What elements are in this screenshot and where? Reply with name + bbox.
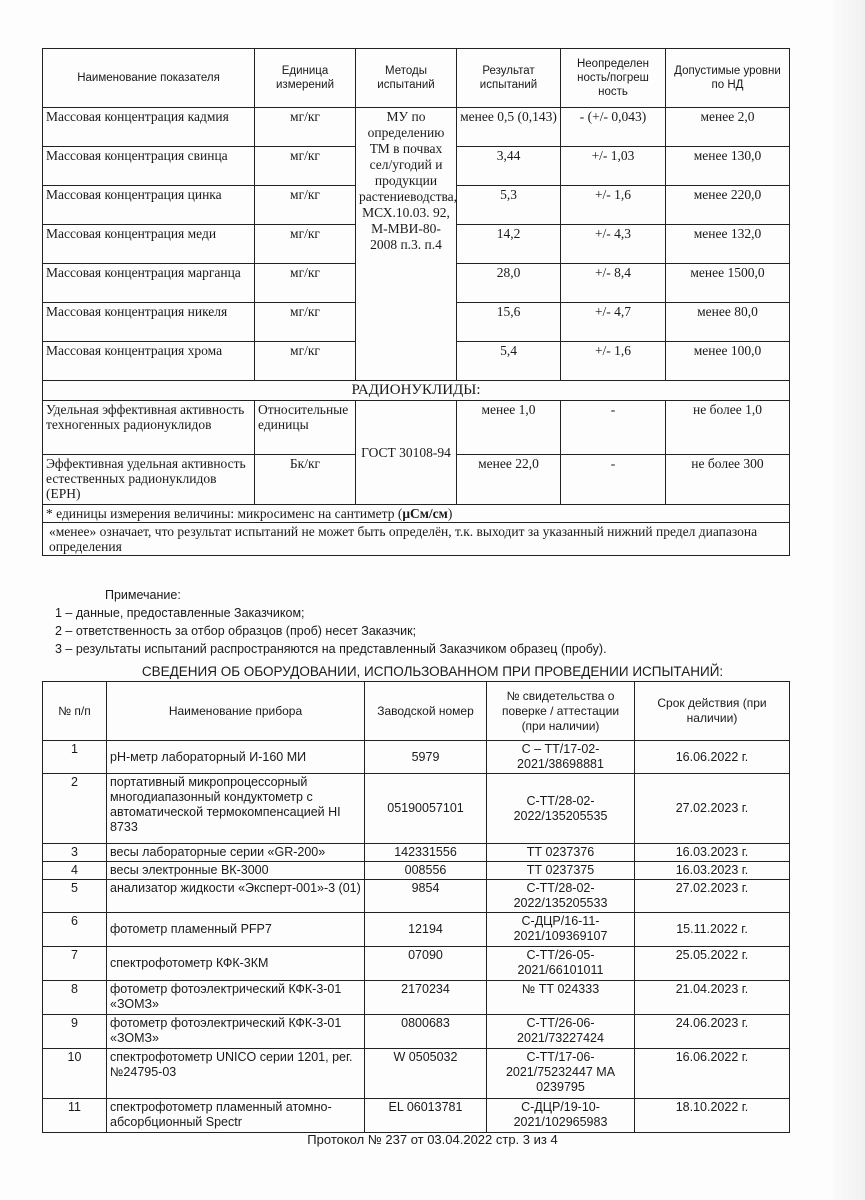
table-row bbox=[43, 981, 790, 1015]
device-name: весы лабораторные серии «GR-200» bbox=[107, 844, 365, 862]
table-row bbox=[43, 913, 790, 947]
device-name: pH-метр лабораторный И-160 МИ bbox=[107, 741, 365, 774]
validity-date: 16.06.2022 г. bbox=[635, 1049, 790, 1099]
limit-cell: не более 300 bbox=[666, 455, 790, 505]
uncertainty-cell: +/- 1,6 bbox=[561, 186, 666, 225]
certificate-number: С-ТТ/28-02-2022/135205535 bbox=[487, 774, 635, 844]
footnote-units bbox=[43, 505, 790, 523]
certificate-number: С-ТТ/28-02-2022/135205533 bbox=[487, 880, 635, 913]
uncertainty-cell: - bbox=[561, 455, 666, 505]
equipment-title: СВЕДЕНИЯ ОБ ОБОРУДОВАНИИ, ИСПОЛЬЗОВАННОМ ПРИ ПРОВЕДЕНИИ ИСПЫТАНИЙ: bbox=[141, 664, 724, 679]
result-cell: менее 22,0 bbox=[457, 455, 561, 505]
serial-number: 12194 bbox=[365, 913, 487, 947]
validity-date: 25.05.2022 г. bbox=[635, 947, 790, 981]
device-name: портативный микропроцессорный многодиапазонный кондуктометр с автоматической термокомпенсацией HI 8733 bbox=[107, 774, 365, 844]
row-number: 11 bbox=[43, 1099, 107, 1133]
certificate-number: С-ДЦР/16-11-2021/109369107 bbox=[487, 913, 635, 947]
notes bbox=[55, 586, 607, 658]
results-table bbox=[42, 48, 790, 556]
header-uncertainty: Неопределен ность/погреш ность bbox=[561, 49, 666, 108]
method-cell: МУ по определению ТМ в почвах сел/угодий и продукции растениеводства, МСХ.10.03. 92, М-МВИ-80-2008 п.3. п.4 bbox=[356, 108, 457, 381]
limit-cell: менее 100,0 bbox=[666, 342, 790, 381]
row-number: 10 bbox=[43, 1049, 107, 1099]
serial-number: 008556 bbox=[365, 862, 487, 880]
certificate-number: ТТ 0237376 bbox=[487, 844, 635, 862]
footnote-row bbox=[43, 523, 790, 556]
unit-cell: мг/кг bbox=[255, 264, 356, 303]
uncertainty-cell: +/- 8,4 bbox=[561, 264, 666, 303]
result-cell: 28,0 bbox=[457, 264, 561, 303]
device-name: спектрофотометр пламенный атомно-абсорбционный Spectr bbox=[107, 1099, 365, 1133]
page-edge bbox=[833, 0, 865, 1200]
validity-date: 16.03.2023 г. bbox=[635, 862, 790, 880]
table-row bbox=[43, 1099, 790, 1133]
limit-cell: менее 2,0 bbox=[666, 108, 790, 147]
limit-cell: менее 220,0 bbox=[666, 186, 790, 225]
section-row bbox=[43, 381, 790, 401]
limit-cell: менее 1500,0 bbox=[666, 264, 790, 303]
certificate-number: ТТ 0237375 bbox=[487, 862, 635, 880]
device-name: фотометр пламенный PFP7 bbox=[107, 913, 365, 947]
table-row bbox=[43, 108, 790, 147]
row-number: 7 bbox=[43, 947, 107, 981]
unit-cell: мг/кг bbox=[255, 303, 356, 342]
row-number: 8 bbox=[43, 981, 107, 1015]
row-number: 3 bbox=[43, 844, 107, 862]
validity-date: 27.02.2023 г. bbox=[635, 774, 790, 844]
validity-date: 24.06.2023 г. bbox=[635, 1015, 790, 1049]
row-number: 4 bbox=[43, 862, 107, 880]
unit-cell: Бк/кг bbox=[255, 455, 356, 505]
result-cell: 5,3 bbox=[457, 186, 561, 225]
indicator-name: Массовая концентрация кадмия bbox=[43, 108, 255, 147]
result-cell: менее 1,0 bbox=[457, 401, 561, 455]
device-name: фотометр фотоэлектрический КФК-3-01 «ЗОМЗ» bbox=[107, 1015, 365, 1049]
certificate-number: С-ТТ/26-06-2021/73227424 bbox=[487, 1015, 635, 1049]
serial-number: 07090 bbox=[365, 947, 487, 981]
notes-title: Примечание: bbox=[105, 588, 181, 602]
indicator-name: Удельная эффективная активность техногенных радионуклидов bbox=[43, 401, 255, 455]
indicator-name: Массовая концентрация никеля bbox=[43, 303, 255, 342]
result-cell: менее 0,5 (0,143) bbox=[457, 108, 561, 147]
device-name: спектрофотометр UNICO серии 1201, рег. №24795-03 bbox=[107, 1049, 365, 1099]
indicator-name: Эффективная удельная активность естественных радионуклидов (ЕРН) bbox=[43, 455, 255, 505]
device-name: весы электронные ВК-3000 bbox=[107, 862, 365, 880]
serial-number: W 0505032 bbox=[365, 1049, 487, 1099]
header-unit: Единица измерений bbox=[255, 49, 356, 108]
equipment-header-row bbox=[43, 682, 790, 741]
header-device: Наименование прибора bbox=[107, 682, 365, 741]
indicator-name: Массовая концентрация хрома bbox=[43, 342, 255, 381]
table-row bbox=[43, 774, 790, 844]
serial-number: 5979 bbox=[365, 741, 487, 774]
serial-number: 05190057101 bbox=[365, 774, 487, 844]
uncertainty-cell: +/- 1,6 bbox=[561, 342, 666, 381]
row-number: 6 bbox=[43, 913, 107, 947]
table-row bbox=[43, 741, 790, 774]
table-row bbox=[43, 862, 790, 880]
result-cell: 14,2 bbox=[457, 225, 561, 264]
unit-cell: мг/кг bbox=[255, 147, 356, 186]
limit-cell: менее 132,0 bbox=[666, 225, 790, 264]
validity-date: 16.06.2022 г. bbox=[635, 741, 790, 774]
row-number: 5 bbox=[43, 880, 107, 913]
unit-cell: мг/кг bbox=[255, 108, 356, 147]
header-serial: Заводской номер bbox=[365, 682, 487, 741]
equipment-table bbox=[42, 681, 790, 1133]
unit-cell: мг/кг bbox=[255, 186, 356, 225]
uncertainty-cell: +/- 4,3 bbox=[561, 225, 666, 264]
certificate-number: С-ТТ/26-05-2021/66101011 bbox=[487, 947, 635, 981]
table-row bbox=[43, 1015, 790, 1049]
certificate-number: С – ТТ/17-02-2021/38698881 bbox=[487, 741, 635, 774]
footnote-units-suffix: ) bbox=[447, 506, 453, 521]
indicator-name: Массовая концентрация марганца bbox=[43, 264, 255, 303]
serial-number: EL 06013781 bbox=[365, 1099, 487, 1133]
limit-cell: менее 80,0 bbox=[666, 303, 790, 342]
device-name: спектрофотометр КФК-3КМ bbox=[107, 947, 365, 981]
certificate-number: С-ТТ/17-06-2021/75232447 МА 0239795 bbox=[487, 1049, 635, 1099]
unit-cell: Относительные единицы bbox=[255, 401, 356, 455]
certificate-number: С-ДЦР/19-10-2021/102965983 bbox=[487, 1099, 635, 1133]
row-number: 2 bbox=[43, 774, 107, 844]
uncertainty-cell: - (+/- 0,043) bbox=[561, 108, 666, 147]
unit-cell: мг/кг bbox=[255, 342, 356, 381]
table-row bbox=[43, 401, 790, 455]
table-row bbox=[43, 947, 790, 981]
validity-date: 21.04.2023 г. bbox=[635, 981, 790, 1015]
header-method: Методы испытаний bbox=[356, 49, 457, 108]
validity-date: 18.10.2022 г. bbox=[635, 1099, 790, 1133]
page-footer: Протокол № 237 от 03.04.2022 стр. 3 из 4 bbox=[307, 1132, 558, 1147]
row-number: 9 bbox=[43, 1015, 107, 1049]
header-indicator: Наименование показателя bbox=[43, 49, 255, 108]
table-row bbox=[43, 844, 790, 862]
unit-cell: мг/кг bbox=[255, 225, 356, 264]
limit-cell: не более 1,0 bbox=[666, 401, 790, 455]
result-cell: 5,4 bbox=[457, 342, 561, 381]
serial-number: 2170234 bbox=[365, 981, 487, 1015]
result-cell: 15,6 bbox=[457, 303, 561, 342]
validity-date: 15.11.2022 г. bbox=[635, 913, 790, 947]
certificate-number: № ТТ 024333 bbox=[487, 981, 635, 1015]
note-item: 3 – результаты испытаний распространяются на представленный Заказчиком образец (пробу). bbox=[55, 642, 607, 656]
section-radionuclides: РАДИОНУКЛИДЫ: bbox=[43, 381, 790, 401]
limit-cell: менее 130,0 bbox=[666, 147, 790, 186]
table-row bbox=[43, 880, 790, 913]
uncertainty-cell: +/- 4,7 bbox=[561, 303, 666, 342]
indicator-name: Массовая концентрация меди bbox=[43, 225, 255, 264]
footnote-units-symbol: μСм/см bbox=[402, 506, 448, 521]
validity-date: 16.03.2023 г. bbox=[635, 844, 790, 862]
uncertainty-cell: +/- 1,03 bbox=[561, 147, 666, 186]
footnote-units-prefix: * единицы измерения величины: микросименс на сантиметр ( bbox=[46, 506, 403, 521]
method-cell: ГОСТ 30108-94 bbox=[356, 401, 457, 505]
header-limit: Допустимые уровни по НД bbox=[666, 49, 790, 108]
footnote-row bbox=[43, 505, 790, 523]
note-item: 2 – ответственность за отбор образцов (проб) несет Заказчик; bbox=[55, 624, 417, 638]
serial-number: 9854 bbox=[365, 880, 487, 913]
header-result: Результат испытаний bbox=[457, 49, 561, 108]
header-number: № п/п bbox=[43, 682, 107, 741]
header-validity: Срок действия (при наличии) bbox=[635, 682, 790, 741]
uncertainty-cell: - bbox=[561, 401, 666, 455]
row-number: 1 bbox=[43, 741, 107, 774]
note-item: 1 – данные, предоставленные Заказчиком; bbox=[55, 606, 305, 620]
results-header-row bbox=[43, 49, 790, 108]
device-name: фотометр фотоэлектрический КФК-3-01 «ЗОМЗ» bbox=[107, 981, 365, 1015]
footnote-less: «менее» означает, что результат испытаний не может быть определён, т.к. выходит за указанный нижний предел диапазона определения bbox=[43, 523, 790, 556]
serial-number: 142331556 bbox=[365, 844, 487, 862]
result-cell: 3,44 bbox=[457, 147, 561, 186]
validity-date: 27.02.2023 г. bbox=[635, 880, 790, 913]
device-name: анализатор жидкости «Эксперт-001»-3 (01) bbox=[107, 880, 365, 913]
header-certificate: № свидетельства о поверке / аттестации (при наличии) bbox=[487, 682, 635, 741]
table-row bbox=[43, 1049, 790, 1099]
serial-number: 0800683 bbox=[365, 1015, 487, 1049]
indicator-name: Массовая концентрация цинка bbox=[43, 186, 255, 225]
indicator-name: Массовая концентрация свинца bbox=[43, 147, 255, 186]
